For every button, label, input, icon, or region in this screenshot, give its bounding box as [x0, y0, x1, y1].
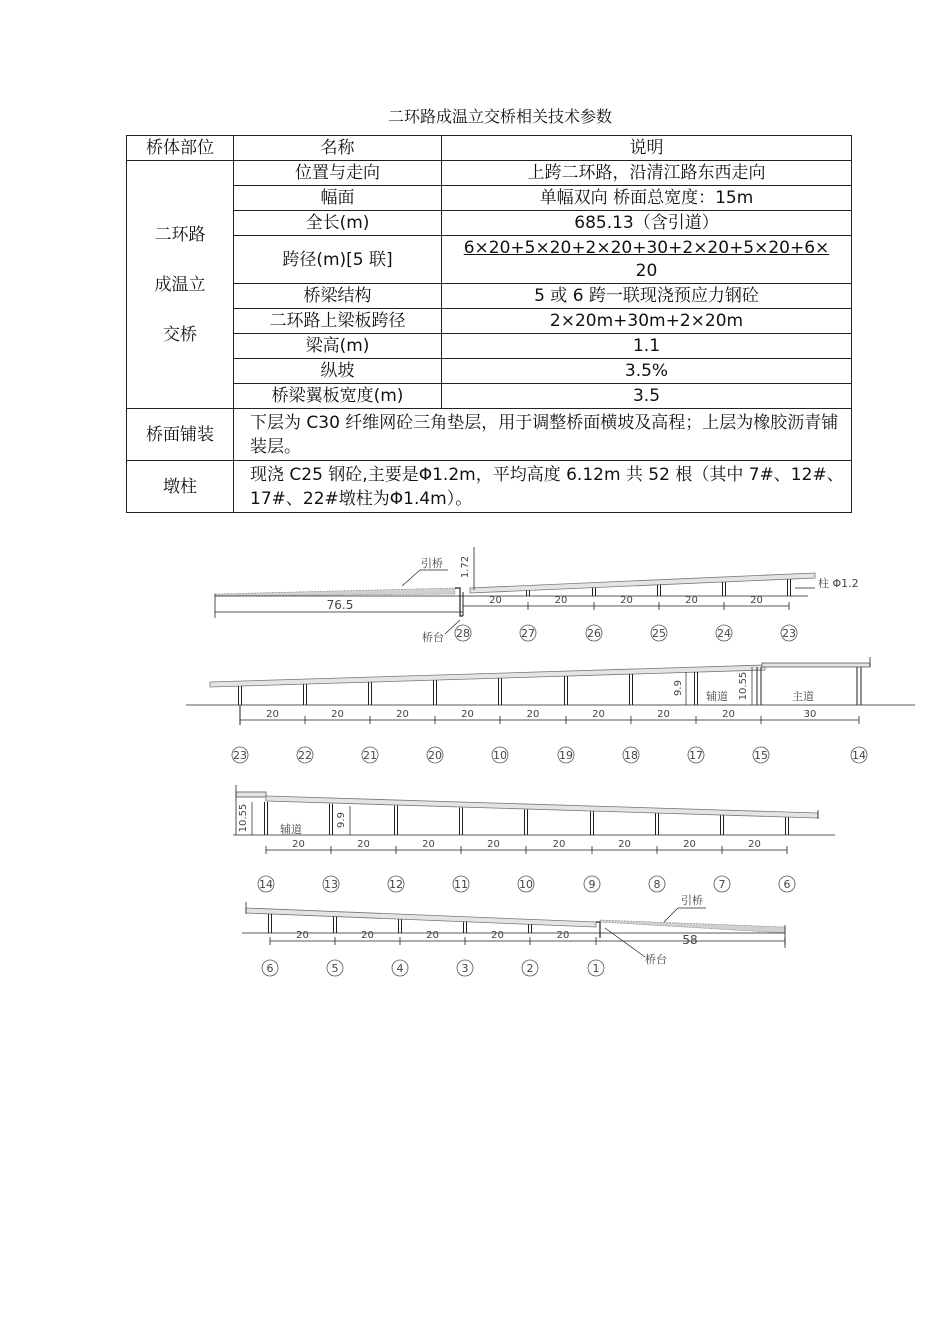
- row-name: 桥梁翼板宽度(m): [234, 384, 442, 409]
- table-row: [127, 359, 852, 384]
- row-desc: 上跨二环路，沿清江路东西走向: [442, 161, 852, 186]
- pier-number-label: 18: [624, 749, 638, 762]
- row-desc: 1.1: [442, 334, 852, 359]
- row-part: 桥面铺装: [127, 409, 234, 461]
- pier-number-label: 11: [454, 878, 468, 891]
- bridge-deck: [470, 573, 815, 593]
- pier-number-label: 6: [783, 878, 791, 891]
- approach-embankment: [600, 920, 785, 933]
- deck-height-label: 1.72: [460, 555, 471, 579]
- leader-line: [605, 928, 645, 957]
- span-length-label: 20: [618, 839, 631, 850]
- span-length-label: 20: [396, 709, 409, 720]
- header-desc: 说明: [442, 136, 852, 161]
- row-name: 全长(m): [234, 211, 442, 236]
- pier-number-label: 3: [461, 962, 469, 975]
- pier-number-label: 23: [782, 627, 796, 640]
- pier-number-label: 14: [259, 878, 273, 891]
- abutment-label: 桥台: [422, 631, 444, 644]
- pier-number-label: 25: [652, 627, 666, 640]
- span-length-label: 20: [361, 930, 374, 941]
- pier-number-label: 23: [233, 749, 247, 762]
- span-length-label: 20: [487, 839, 500, 850]
- pier-number-label: 2: [526, 962, 534, 975]
- pier-number-label: 28: [456, 627, 470, 640]
- table-header-row: [127, 136, 852, 161]
- span-length-label: 20: [422, 839, 435, 850]
- span-length-label: 20: [683, 839, 696, 850]
- row-desc: 685.13（含引道）: [442, 211, 852, 236]
- span-length-label: 20: [748, 839, 761, 850]
- pier-number-label: 13: [324, 878, 338, 891]
- span-length-label: 30: [803, 709, 817, 720]
- span-length-label: 20: [491, 930, 504, 941]
- table-row: [127, 461, 852, 513]
- tech-params-table: [126, 135, 852, 513]
- approach-embankment: [215, 588, 455, 596]
- side-road-label: 辅道: [280, 823, 302, 836]
- pier-number-label: 8: [653, 878, 661, 891]
- pier-number-label: 7: [718, 878, 726, 891]
- side-road-label: 辅道: [706, 690, 728, 703]
- span-length-label: 20: [357, 839, 370, 850]
- document-title: 二环路成温立交桥相关技术参数: [387, 107, 612, 126]
- pier-number-label: 15: [754, 749, 768, 762]
- bridge-deck: [266, 796, 818, 818]
- span-length-label: 20: [750, 595, 763, 606]
- approach-label: 引桥: [681, 894, 703, 907]
- pier-number-label: 5: [331, 962, 339, 975]
- header-name: 名称: [234, 136, 442, 161]
- elevation-row-1: [215, 547, 859, 644]
- approach-label: 引桥: [421, 557, 443, 570]
- table-row: [127, 186, 852, 211]
- pier-number-label: 24: [717, 627, 731, 640]
- row-name: 幅面: [234, 186, 442, 211]
- abutment-label: 桥台: [645, 953, 667, 966]
- row-desc: [442, 236, 852, 284]
- table-row: [127, 309, 852, 334]
- row-name: 跨径(m)[5 联]: [234, 236, 442, 284]
- pier-number-label: 17: [689, 749, 703, 762]
- pier-number-label: 4: [396, 962, 404, 975]
- elevation-row-4: [242, 893, 785, 976]
- table-row: [127, 161, 852, 186]
- clearance-label: 10.55: [238, 803, 249, 833]
- group-label-line: 交桥: [163, 324, 197, 345]
- pier-number-label: 22: [298, 749, 312, 762]
- side-deck: [236, 792, 266, 797]
- span-length-label: 20: [331, 709, 344, 720]
- pier-number-label: 6: [266, 962, 274, 975]
- span-length-label: 20: [592, 709, 605, 720]
- span-length-label: 20: [554, 595, 568, 606]
- span-length-label: 20: [489, 595, 502, 606]
- bridge-elevation-drawing: [0, 530, 950, 990]
- pier-number-label: 1: [592, 962, 600, 975]
- table-row: [127, 211, 852, 236]
- group-label-line: 二环路: [154, 224, 206, 245]
- abutment-outline: [596, 922, 600, 938]
- row-desc: 5 或 6 跨一联现浇预应力钢砼: [442, 284, 852, 309]
- pier-number-label: 20: [428, 749, 442, 762]
- elevation-row-2: [186, 657, 915, 763]
- column-spec-label: 柱 Φ1.2: [818, 577, 859, 590]
- span-length-label: 20: [657, 709, 670, 720]
- row-desc-wide: 下层为 C30 纤维网砼三角垫层，用于调整桥面横坡及高程；上层为橡胶沥青铺装层。: [234, 409, 852, 461]
- row-name: 桥梁结构: [234, 284, 442, 309]
- table-row: [127, 236, 852, 284]
- row-desc: 3.5: [442, 384, 852, 409]
- span-length-label: 20: [552, 839, 566, 850]
- pier-number-label: 26: [587, 627, 601, 640]
- elevation-row-3: [233, 785, 835, 892]
- row-desc: 3.5%: [442, 359, 852, 384]
- pier-number-label: 14: [852, 749, 866, 762]
- clearance-label: 9.9: [336, 812, 347, 828]
- header-part: 桥体部位: [127, 136, 234, 161]
- span-length-label: 20: [266, 709, 279, 720]
- row-desc-wide: 现浇 C25 钢砼,主要是Φ1.2m，平均高度 6.12m 共 52 根（其中 7#、12#、17#、22#墩柱为Φ1.4m）。: [234, 461, 852, 513]
- row-name: 纵坡: [234, 359, 442, 384]
- main-road-label: 主道: [792, 690, 814, 703]
- group-label-line: 成温立: [154, 274, 206, 295]
- leader-line: [664, 908, 678, 922]
- span-line-2: 20: [635, 260, 658, 281]
- span-length-label: 20: [722, 709, 735, 720]
- span-length-label: 20: [461, 709, 474, 720]
- row-name: 梁高(m): [234, 334, 442, 359]
- row-name: 位置与走向: [234, 161, 442, 186]
- clearance-label: 10.55: [738, 671, 749, 701]
- pier-number-label: 12: [389, 878, 403, 891]
- leader-line: [402, 570, 420, 586]
- span-length-label: 20: [296, 930, 309, 941]
- pier-number-label: 27: [521, 627, 535, 640]
- pier-number-label: 19: [559, 749, 573, 762]
- span-length-label: 20: [526, 709, 540, 720]
- approach-length-label: 58: [682, 933, 698, 947]
- row-part: 墩柱: [127, 461, 234, 513]
- table-row: [127, 409, 852, 461]
- bridge-group-cell: [127, 161, 234, 409]
- pier-number-label: 9: [588, 878, 596, 891]
- span-length-label: 20: [426, 930, 439, 941]
- span-length-label: 20: [556, 930, 570, 941]
- bridge-deck: [246, 908, 596, 927]
- table-row: [127, 384, 852, 409]
- span-length-label: 20: [685, 595, 698, 606]
- span-length-label: 20: [620, 595, 633, 606]
- pier-number-label: 10: [493, 749, 507, 762]
- approach-length-label: 76.5: [326, 598, 354, 612]
- main-road-deck: [762, 663, 870, 667]
- table-row: [127, 284, 852, 309]
- row-desc: 单幅双向 桥面总宽度：15m: [442, 186, 852, 211]
- span-line-1: 6×20+5×20+2×20+30+2×20+5×20+6×: [463, 237, 830, 258]
- row-name: 二环路上梁板跨径: [234, 309, 442, 334]
- clearance-label: 9.9: [673, 680, 684, 696]
- pier-number-label: 21: [363, 749, 377, 762]
- table-row: [127, 334, 852, 359]
- span-length-label: 20: [292, 839, 305, 850]
- row-desc: 2×20m+30m+2×20m: [442, 309, 852, 334]
- pier-number-label: 10: [519, 878, 533, 891]
